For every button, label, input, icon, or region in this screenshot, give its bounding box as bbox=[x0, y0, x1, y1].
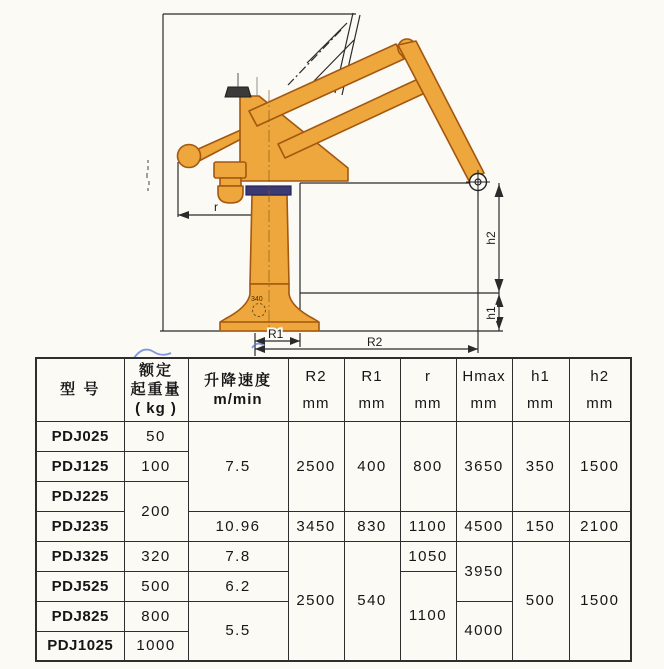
column-header-r1 bbox=[344, 358, 400, 421]
header-r-symbol: r bbox=[425, 367, 431, 385]
column-header-capacity bbox=[124, 358, 188, 421]
column-header-model bbox=[36, 358, 124, 421]
header-capacity-line1: 额定 bbox=[138, 362, 173, 380]
base-bell bbox=[220, 284, 319, 331]
header-r2-symbol: R2 bbox=[305, 367, 327, 385]
header-r1-symbol: R1 bbox=[361, 367, 383, 385]
header-hmax-unit: mm bbox=[470, 394, 498, 412]
cell-capacity: 1000 bbox=[124, 631, 188, 661]
column-header-speed bbox=[188, 358, 288, 421]
hoist-step bbox=[220, 178, 241, 186]
arrow-h2-top bbox=[495, 184, 504, 197]
cell-model: PDJ825 bbox=[36, 601, 124, 631]
arrow-h2-bottom bbox=[495, 279, 504, 292]
cell-model: PDJ325 bbox=[36, 541, 124, 571]
cell-capacity: 500 bbox=[124, 571, 188, 601]
cell-h1-group2: 500 bbox=[512, 541, 569, 661]
cell-model: PDJ025 bbox=[36, 421, 124, 451]
column-header-hmax bbox=[456, 358, 512, 421]
hatch-line bbox=[307, 23, 347, 63]
cell-hmax-group1: 3650 bbox=[456, 421, 512, 511]
vertical-dim-label-illegible bbox=[147, 160, 149, 191]
label-r2: R2 bbox=[367, 335, 383, 349]
header-capacity-line2: 起重量 bbox=[130, 381, 182, 399]
arrow-h1-top bbox=[495, 294, 504, 307]
cell-speed: 6.2 bbox=[188, 571, 288, 601]
handle-rod bbox=[196, 129, 245, 161]
column-header-h1 bbox=[512, 358, 569, 421]
label-h2: h2 bbox=[484, 231, 498, 245]
arrow-r bbox=[178, 211, 189, 219]
header-model-label: 型 号 bbox=[60, 381, 101, 399]
head-cap bbox=[225, 87, 251, 97]
table-row-pdj325 bbox=[36, 541, 631, 571]
column-band bbox=[246, 186, 291, 195]
cell-r-group1: 800 bbox=[400, 421, 456, 511]
arrow-r2-left bbox=[255, 345, 265, 353]
cell-h2: 2100 bbox=[569, 511, 631, 541]
cell-r2-group1: 2500 bbox=[288, 421, 344, 511]
cell-hmax-merged: 4000 bbox=[456, 601, 512, 661]
cell-r-merged: 1100 bbox=[400, 571, 456, 661]
cell-r2: 3450 bbox=[288, 511, 344, 541]
header-h2-unit: mm bbox=[586, 394, 614, 412]
cell-model: PDJ235 bbox=[36, 511, 124, 541]
arrow-r1-right bbox=[290, 337, 300, 345]
cell-h2-group2: 1500 bbox=[569, 541, 631, 661]
hoist-block bbox=[214, 162, 246, 178]
label-r1: R1 bbox=[268, 327, 284, 341]
cell-r1-group1: 400 bbox=[344, 421, 400, 511]
handle-ball bbox=[178, 145, 201, 168]
cell-r1: 830 bbox=[344, 511, 400, 541]
header-r-unit: mm bbox=[414, 394, 442, 412]
crane-body bbox=[178, 39, 485, 331]
cell-capacity-merged: 200 bbox=[124, 481, 188, 541]
base-mark-label: 340 bbox=[251, 296, 263, 303]
column bbox=[250, 195, 289, 284]
cell-r2-group2: 2500 bbox=[288, 541, 344, 661]
header-r2-unit: mm bbox=[302, 394, 330, 412]
cell-capacity: 100 bbox=[124, 451, 188, 481]
header-hmax-symbol: Hmax bbox=[462, 367, 506, 385]
arrow-r2-right bbox=[468, 345, 478, 353]
cell-speed: 7.8 bbox=[188, 541, 288, 571]
cell-r: 1050 bbox=[400, 541, 456, 571]
header-r1-unit: mm bbox=[358, 394, 386, 412]
header-speed-line2: m/min bbox=[213, 390, 263, 408]
cell-hmax-merged: 3950 bbox=[456, 541, 512, 601]
cell-capacity: 320 bbox=[124, 541, 188, 571]
column-header-r bbox=[400, 358, 456, 421]
hoist-cup bbox=[218, 186, 243, 203]
cell-capacity: 50 bbox=[124, 421, 188, 451]
table-row-pdj025 bbox=[36, 421, 631, 451]
label-r: r bbox=[214, 200, 218, 214]
cell-model: PDJ525 bbox=[36, 571, 124, 601]
cell-h1-group1: 350 bbox=[512, 421, 569, 511]
header-capacity-line3: ( kg ) bbox=[135, 400, 177, 418]
header-row bbox=[36, 358, 631, 421]
header-h1-unit: mm bbox=[527, 394, 554, 412]
header-h2-symbol: h2 bbox=[590, 367, 610, 385]
cell-model: PDJ1025 bbox=[36, 631, 124, 661]
cell-model: PDJ125 bbox=[36, 451, 124, 481]
cell-speed-merged: 5.5 bbox=[188, 601, 288, 661]
cell-model: PDJ225 bbox=[36, 481, 124, 511]
column-header-h2 bbox=[569, 358, 631, 421]
header-speed-line1: 升降速度 bbox=[203, 371, 272, 389]
cell-speed: 10.96 bbox=[188, 511, 288, 541]
cell-h2-group1: 1500 bbox=[569, 421, 631, 511]
cell-r1-group2: 540 bbox=[344, 541, 400, 661]
cell-hmax: 4500 bbox=[456, 511, 512, 541]
dimension-lines bbox=[160, 13, 503, 356]
cell-r: 1100 bbox=[400, 511, 456, 541]
fore-arm bbox=[398, 41, 484, 181]
header-h1-symbol: h1 bbox=[531, 367, 550, 385]
spec-table bbox=[35, 357, 632, 662]
cell-capacity: 800 bbox=[124, 601, 188, 631]
cell-speed-group1: 7.5 bbox=[188, 421, 288, 511]
column-header-r2 bbox=[288, 358, 344, 421]
pen-mark bbox=[134, 344, 263, 357]
label-h1: h1 bbox=[484, 306, 498, 320]
cell-h1: 150 bbox=[512, 511, 569, 541]
